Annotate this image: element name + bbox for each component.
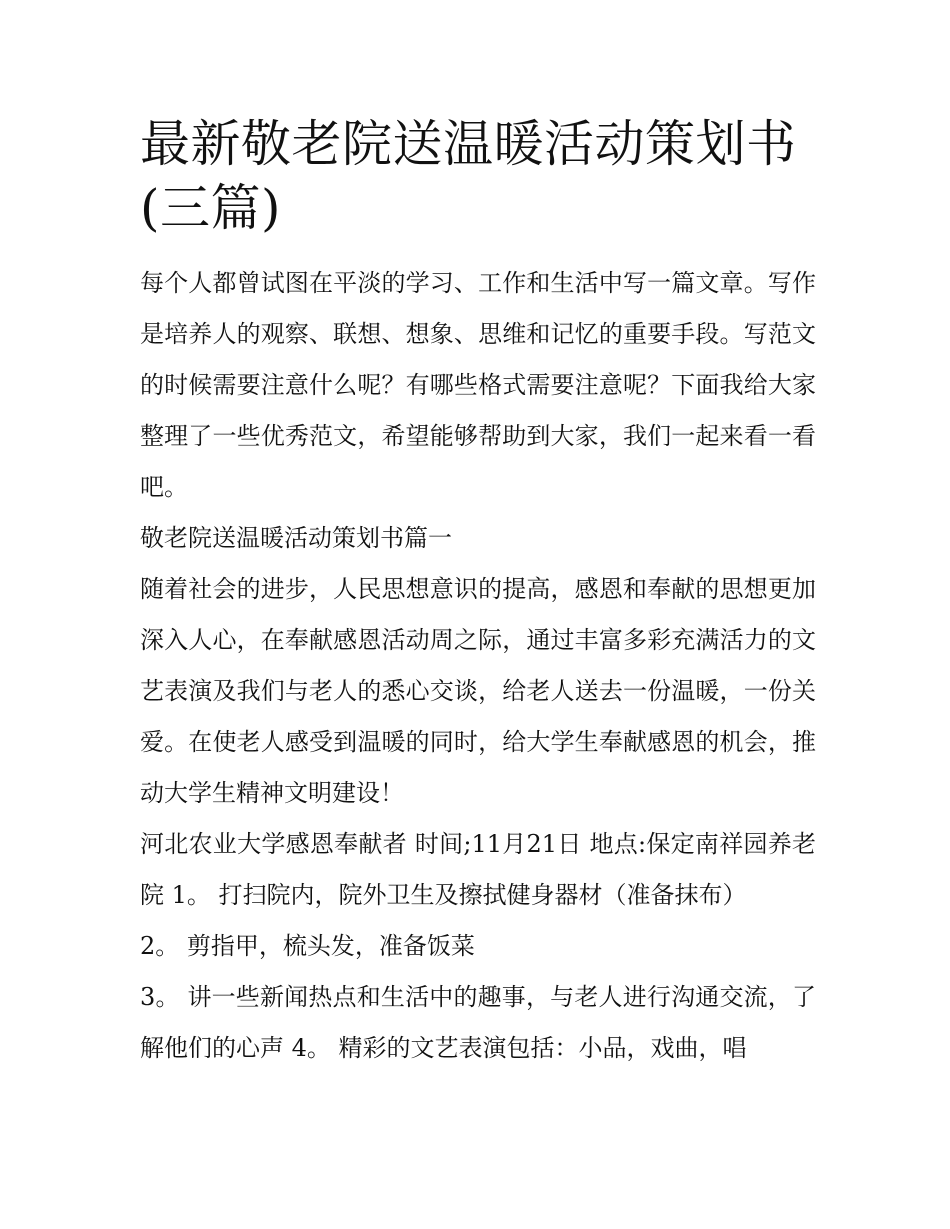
list-item-2: 2。 剪指甲，梳头发，准备饭菜 [140,932,475,960]
section-heading: 敬老院送温暖活动策划书篇一 [140,524,452,552]
intro-paragraph: 每个人都曾试图在平淡的学习、工作和生活中写一篇文章。写作是培养人的观察、联想、想象、思维和记忆的重要手段。写范文的时候需要注意什么呢？有哪些格式需要注意呢？下面我给大家整理了一些优秀范文，希望能够帮助到大家，我们一起来看一看吧。 [140,269,816,501]
list-item-3: 3。 讲一些新闻热点和生活中的趣事，与老人进行沟通交流，了解他们的心声 4。 精彩的文艺表演包括：小品，戏曲，唱 [140,983,816,1062]
body-paragraph-2: 河北农业大学感恩奉献者 时间;11月21日 地点:保定南祥园养老院 1。 打扫院内，院外卫生及擦拭健身器材（准备抹布） [140,830,816,909]
document-title: 最新敬老院送温暖活动策划书(三篇) [140,115,797,237]
document-page [140,112,816,1074]
body-paragraph-1: 随着社会的进步，人民思想意识的提高，感恩和奉献的思想更加深入人心，在奉献感恩活动周之际，通过丰富多彩充满活力的文艺表演及我们与老人的悉心交谈，给老人送去一份温暖，一份关爱。在使老人感受到温暖的同时，给大学生奉献感恩的机会，推动大学生精神文明建设！ [140,575,816,807]
